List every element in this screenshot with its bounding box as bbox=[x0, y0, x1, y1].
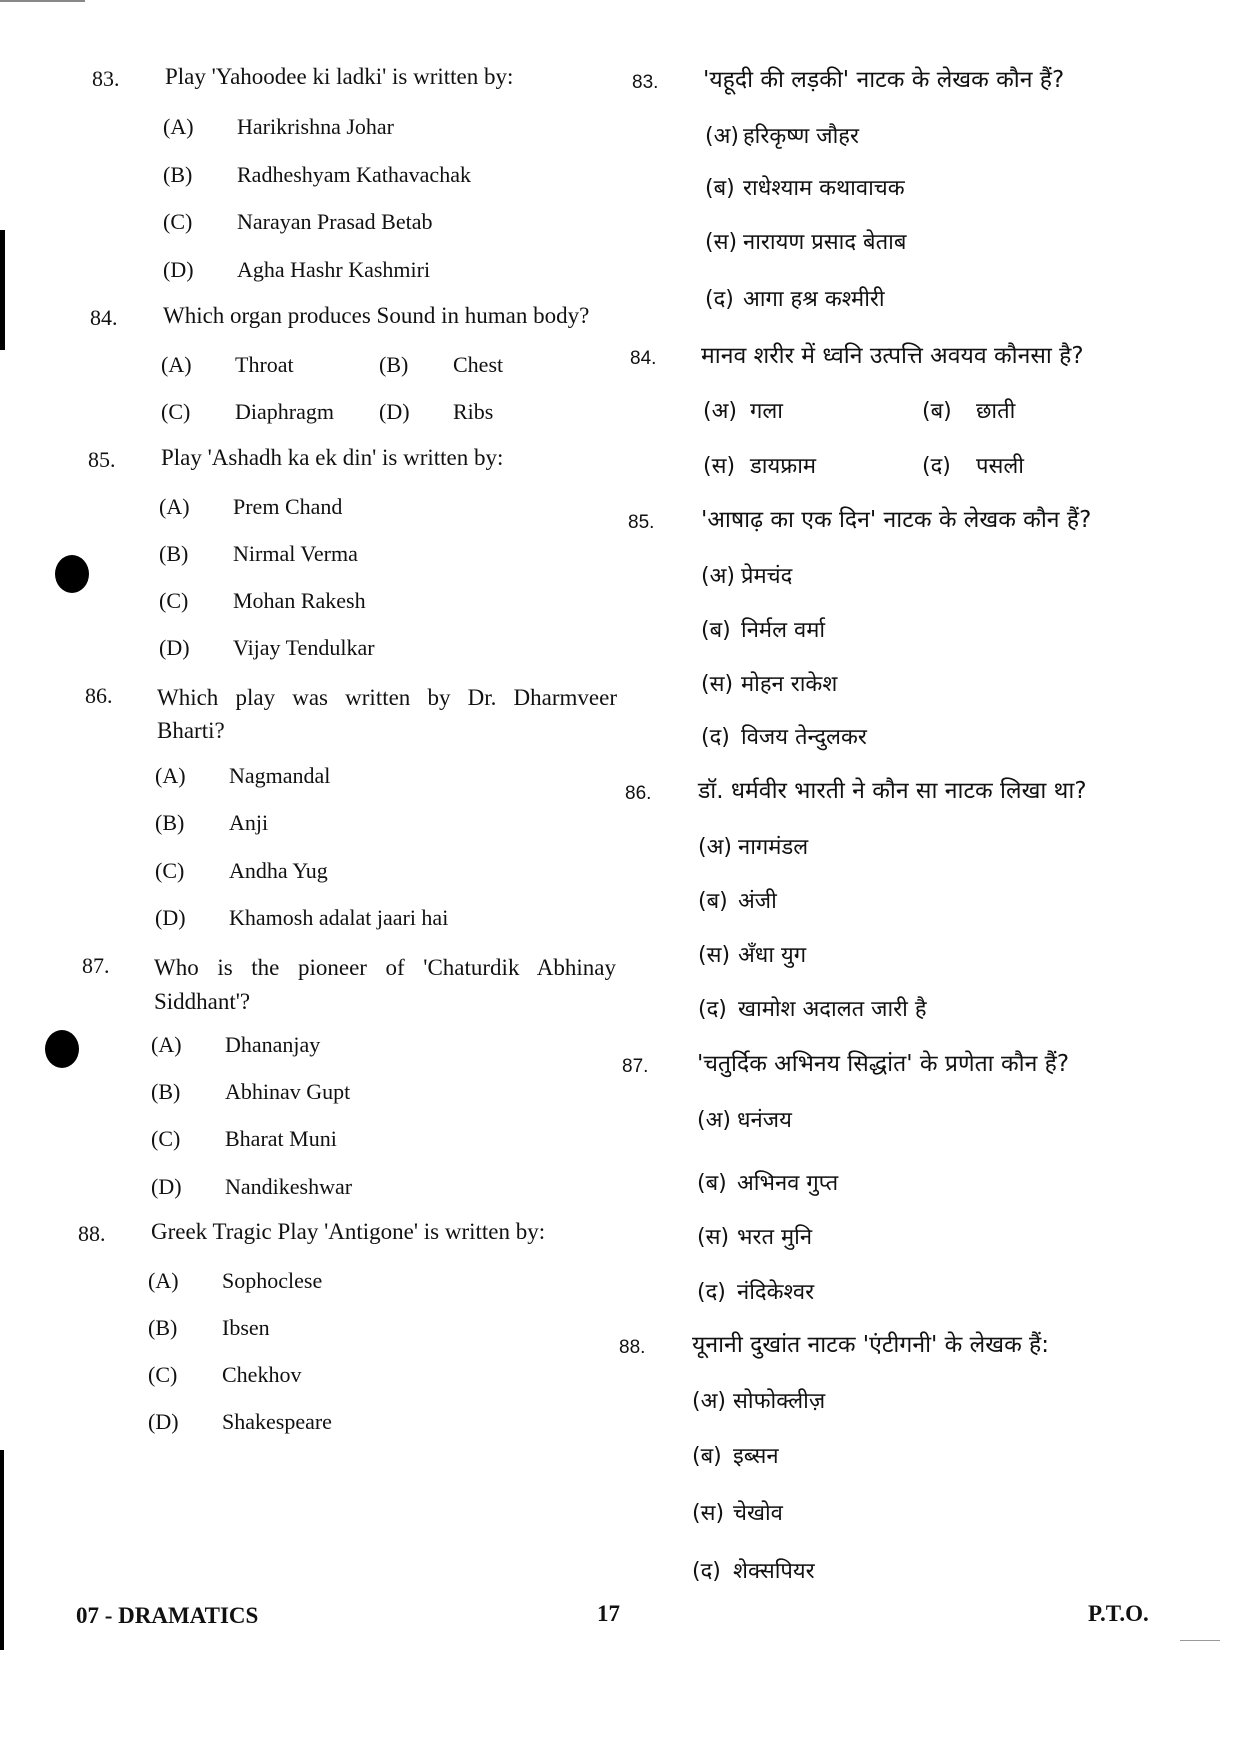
scan-edge-mark bbox=[0, 0, 85, 2]
option-text: Throat bbox=[235, 352, 294, 377]
option-label: (D) bbox=[159, 635, 190, 660]
question-number: 87. bbox=[82, 953, 110, 978]
option-label: (अ) bbox=[703, 399, 737, 424]
option-label: (द) bbox=[922, 454, 951, 479]
option-text: Mohan Rakesh bbox=[233, 588, 366, 613]
option-text: Ribs bbox=[453, 399, 494, 424]
question-number: 86. bbox=[85, 683, 113, 708]
option-label: (B) bbox=[148, 1315, 178, 1340]
option-label: (A) bbox=[161, 352, 192, 377]
option-label: (द) bbox=[701, 725, 730, 750]
option-label: (B) bbox=[151, 1079, 181, 1104]
option-text: पसली bbox=[976, 454, 1024, 479]
option-text: Bharat Muni bbox=[225, 1126, 337, 1151]
option-label: (C) bbox=[159, 588, 189, 613]
option-text: Nagmandal bbox=[229, 763, 331, 788]
question-number: 87. bbox=[622, 1056, 649, 1077]
question-text: 'चतुर्दिक अभिनय सिद्धांत' के प्रणेता कौन हैं? bbox=[697, 1051, 1070, 1077]
punch-hole-mark bbox=[45, 1030, 79, 1068]
option-text: Abhinav Gupt bbox=[225, 1079, 351, 1104]
option-text: भरत मुनि bbox=[737, 1225, 813, 1250]
question-text: डॉ. धर्मवीर भारती ने कौन सा नाटक लिखा था? bbox=[698, 778, 1087, 804]
option-text: Agha Hashr Kashmiri bbox=[237, 257, 431, 282]
question-text: Which organ produces Sound in human body? bbox=[163, 303, 590, 328]
option-label: (अ) bbox=[701, 564, 735, 589]
scan-edge-mark bbox=[1180, 1640, 1220, 1641]
option-label: (स) bbox=[698, 943, 731, 968]
question-text: 'यहूदी की लड़की' नाटक के लेखक कौन हैं? bbox=[703, 67, 1065, 93]
question-number: 88. bbox=[78, 1221, 106, 1246]
option-label: (ब) bbox=[701, 618, 731, 643]
option-text: Ibsen bbox=[222, 1315, 270, 1340]
pto-label: P.T.O. bbox=[1088, 1601, 1149, 1626]
option-text: आगा हश्र कश्मीरी bbox=[743, 287, 885, 312]
option-label: (C) bbox=[151, 1126, 181, 1151]
option-text: अंजी bbox=[738, 889, 777, 914]
option-label: (ब) bbox=[922, 399, 952, 424]
option-text: खामोश अदालत जारी है bbox=[738, 997, 927, 1022]
option-label: (ब) bbox=[705, 176, 735, 201]
option-text: अँधा युग bbox=[738, 943, 807, 968]
punch-hole-mark bbox=[55, 555, 89, 593]
question-text: मानव शरीर में ध्वनि उत्पत्ति अवयव कौनसा है? bbox=[701, 343, 1084, 369]
option-text: नारायण प्रसाद बेताब bbox=[743, 230, 907, 255]
option-text: मोहन राकेश bbox=[741, 672, 838, 697]
option-label: (द) bbox=[705, 287, 734, 312]
paper-code: 07 - DRAMATICS bbox=[76, 1603, 259, 1628]
option-text: Harikrishna Johar bbox=[237, 114, 395, 139]
question-text: Greek Tragic Play 'Antigone' is written by: bbox=[151, 1219, 546, 1244]
question-number: 83. bbox=[92, 66, 120, 91]
option-text: Shakespeare bbox=[222, 1409, 332, 1434]
option-label: (C) bbox=[163, 209, 193, 234]
option-text: Narayan Prasad Betab bbox=[237, 209, 433, 234]
option-label: (द) bbox=[697, 1280, 726, 1305]
option-label: (अ) bbox=[692, 1389, 726, 1414]
option-text: शेक्सपियर bbox=[733, 1559, 815, 1584]
option-label: (द) bbox=[698, 997, 727, 1022]
option-label: (ब) bbox=[692, 1444, 722, 1469]
option-label: (A) bbox=[163, 114, 194, 139]
option-label: (B) bbox=[379, 352, 409, 377]
option-label: (C) bbox=[155, 858, 185, 883]
option-label: (ब) bbox=[697, 1171, 727, 1196]
question-number: 84. bbox=[630, 348, 657, 369]
option-label: (A) bbox=[155, 763, 186, 788]
option-text: Sophoclese bbox=[222, 1268, 323, 1293]
option-label: (स) bbox=[692, 1501, 725, 1526]
option-text: नागमंडल bbox=[738, 835, 809, 860]
option-label: (ब) bbox=[698, 889, 728, 914]
option-text: छाती bbox=[976, 399, 1016, 424]
option-label: (C) bbox=[161, 399, 191, 424]
option-label: (B) bbox=[163, 162, 193, 187]
question-number: 85. bbox=[88, 447, 116, 472]
option-label: (A) bbox=[151, 1032, 182, 1057]
question-text: Who is the pioneer of 'Chaturdik Abhinay Siddhant'? bbox=[154, 955, 616, 1014]
option-label: (D) bbox=[163, 257, 194, 282]
question-text: यूनानी दुखांत नाटक 'एंटीगनी' के लेखक हैं: bbox=[692, 1332, 1050, 1358]
option-text: Chekhov bbox=[222, 1362, 302, 1387]
option-text: Nandikeshwar bbox=[225, 1174, 353, 1199]
option-text: इब्सन bbox=[733, 1444, 779, 1469]
question-text: Play 'Ashadh ka ek din' is written by: bbox=[161, 445, 504, 470]
option-text: Vijay Tendulkar bbox=[233, 635, 375, 660]
question-text: Play 'Yahoodee ki ladki' is written by: bbox=[165, 64, 514, 89]
option-label: (A) bbox=[159, 494, 190, 519]
option-text: नंदिकेश्वर bbox=[737, 1280, 815, 1305]
option-text: Radheshyam Kathavachak bbox=[237, 162, 471, 187]
option-label: (B) bbox=[155, 810, 185, 835]
question-number: 83. bbox=[632, 72, 659, 93]
option-label: (द) bbox=[692, 1559, 721, 1584]
option-text: गला bbox=[750, 399, 784, 424]
option-label: (स) bbox=[701, 672, 734, 697]
option-text: राधेश्याम कथावाचक bbox=[743, 176, 905, 201]
scan-edge-mark bbox=[0, 1450, 4, 1650]
option-label: (स) bbox=[705, 230, 738, 255]
option-text: Nirmal Verma bbox=[233, 541, 358, 566]
question-number: 88. bbox=[619, 1337, 646, 1358]
question-number: 86. bbox=[625, 783, 652, 804]
option-label: (अ) bbox=[705, 124, 739, 149]
option-text: Dhananjay bbox=[225, 1032, 321, 1057]
option-text: अभिनव गुप्त bbox=[737, 1171, 839, 1196]
page-number: 17 bbox=[597, 1601, 620, 1626]
question-number: 84. bbox=[90, 305, 118, 330]
option-label: (D) bbox=[379, 399, 410, 424]
option-text: चेखोव bbox=[733, 1501, 783, 1526]
option-text: सोफोक्लीज़ bbox=[733, 1389, 826, 1414]
question-text: Which play was written by Dr. Dharmveer Bharti? bbox=[157, 685, 617, 743]
option-text: Diaphragm bbox=[235, 399, 334, 424]
option-text: Khamosh adalat jaari hai bbox=[229, 905, 449, 930]
option-text: डायफ्राम bbox=[750, 454, 817, 479]
option-label: (स) bbox=[703, 454, 736, 479]
option-label: (B) bbox=[159, 541, 189, 566]
question-number: 85. bbox=[628, 512, 655, 533]
option-label: (अ) bbox=[698, 835, 732, 860]
option-text: विजय तेन्दुलकर bbox=[741, 725, 867, 750]
option-text: प्रेमचंद bbox=[741, 564, 793, 589]
option-label: (C) bbox=[148, 1362, 178, 1387]
option-text: Prem Chand bbox=[233, 494, 343, 519]
option-text: निर्मल वर्मा bbox=[741, 618, 826, 643]
option-text: Andha Yug bbox=[229, 858, 328, 883]
option-label: (स) bbox=[697, 1225, 730, 1250]
option-label: (D) bbox=[155, 905, 186, 930]
option-label: (D) bbox=[148, 1409, 179, 1434]
option-text: धनंजय bbox=[737, 1108, 792, 1133]
option-label: (D) bbox=[151, 1174, 182, 1199]
question-text: 'आषाढ़ का एक दिन' नाटक के लेखक कौन हैं? bbox=[701, 507, 1092, 533]
scan-edge-mark bbox=[0, 230, 5, 350]
option-text: Anji bbox=[229, 810, 269, 835]
option-text: Chest bbox=[453, 352, 504, 377]
option-label: (अ) bbox=[697, 1108, 731, 1133]
option-text: हरिकृष्ण जौहर bbox=[743, 124, 859, 149]
option-label: (A) bbox=[148, 1268, 179, 1293]
